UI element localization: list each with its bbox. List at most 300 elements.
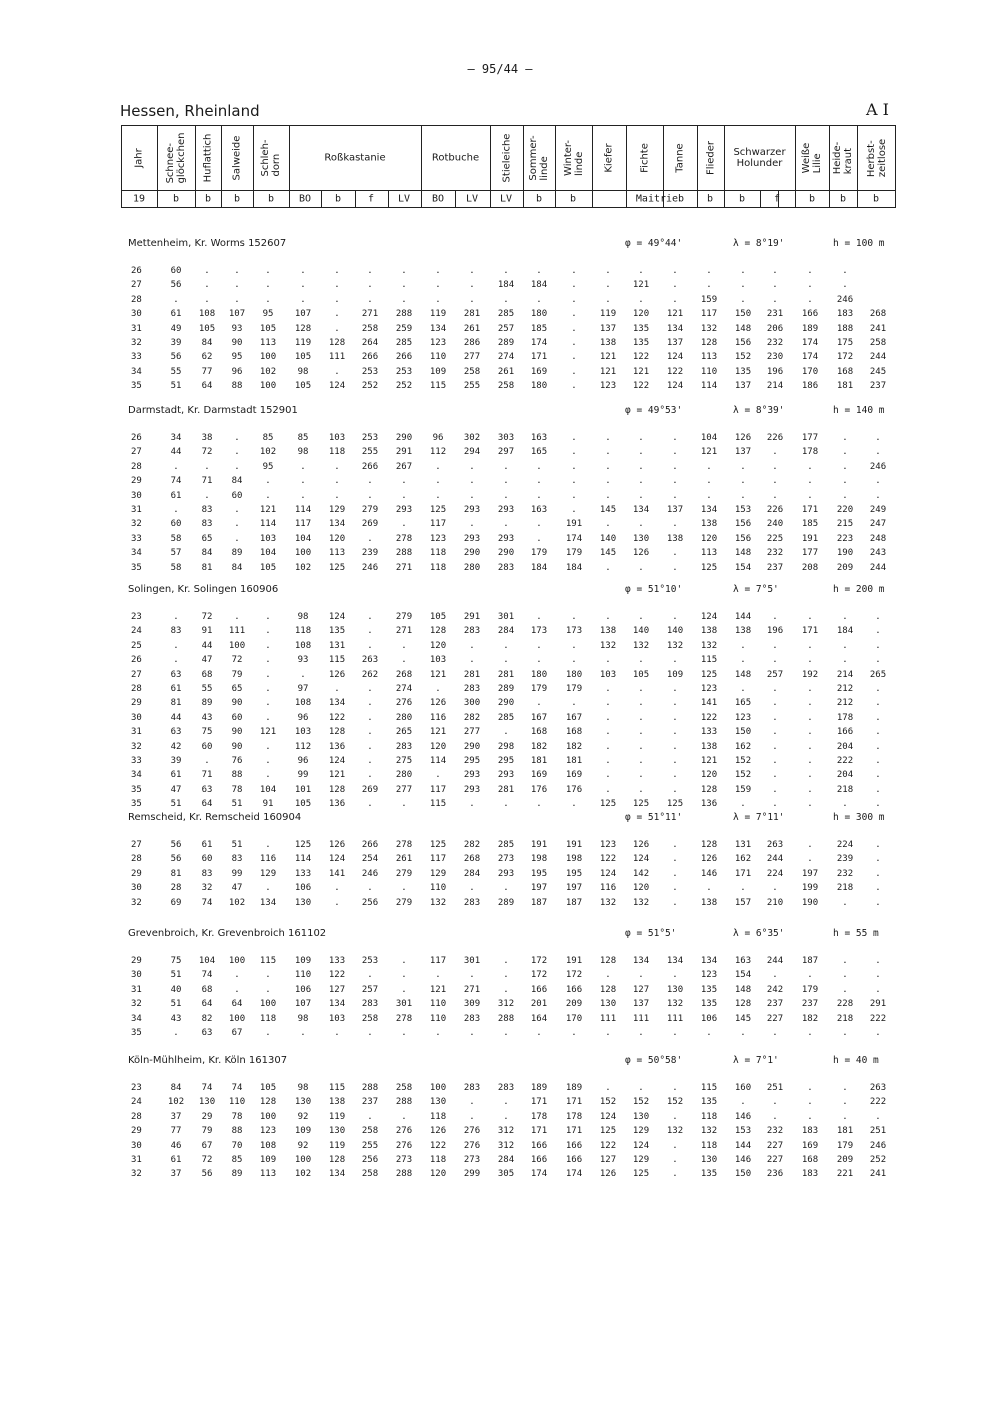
table-cell: 137 bbox=[599, 323, 617, 334]
column-label: Jahr bbox=[133, 148, 145, 168]
table-cell: . bbox=[503, 984, 509, 995]
table-cell: . bbox=[807, 612, 813, 622]
table-cell: 136 bbox=[328, 741, 346, 752]
table-cell: 91 bbox=[201, 626, 213, 637]
table-cell: 104 bbox=[259, 548, 277, 559]
column-subcode: b bbox=[233, 193, 241, 205]
table-cell: 61 bbox=[170, 684, 182, 694]
table-cell: . bbox=[265, 476, 271, 487]
table-cell: 115 bbox=[328, 1083, 346, 1093]
table-cell: . bbox=[265, 612, 271, 622]
year-cell: 30 bbox=[131, 712, 142, 723]
table-cell: 124 bbox=[599, 868, 617, 879]
table-cell: . bbox=[367, 1028, 373, 1038]
table-cell: 105 bbox=[259, 323, 277, 334]
table-cell: 100 bbox=[228, 1013, 246, 1024]
table-cell: 258 bbox=[361, 1126, 379, 1137]
table-cell: 150 bbox=[734, 309, 752, 320]
table-cell: 134 bbox=[632, 956, 650, 966]
table-cell: . bbox=[842, 970, 848, 981]
table-cell: 258 bbox=[463, 366, 481, 377]
table-cell: 123 bbox=[429, 338, 447, 348]
table-cell: 121 bbox=[632, 366, 650, 377]
table-cell: 84 bbox=[231, 476, 243, 487]
table-cell: 206 bbox=[766, 323, 784, 334]
station-header bbox=[0, 584, 1000, 594]
table-cell: 146 bbox=[700, 868, 718, 879]
table-cell: 301 bbox=[463, 956, 481, 966]
table-cell: 167 bbox=[530, 712, 548, 723]
table-cell: 117 bbox=[429, 854, 447, 865]
table-cell: 74 bbox=[201, 897, 213, 908]
table-cell: . bbox=[638, 712, 644, 723]
table-cell: . bbox=[772, 447, 778, 458]
year-cell: 35 bbox=[131, 799, 142, 810]
table-cell: 29 bbox=[201, 1111, 213, 1122]
table-cell: . bbox=[265, 669, 271, 680]
table-cell: . bbox=[571, 655, 577, 666]
table-cell: 242 bbox=[766, 984, 784, 995]
table-cell: . bbox=[536, 1028, 542, 1038]
table-cell: . bbox=[672, 770, 678, 781]
table-cell: 71 bbox=[201, 770, 213, 781]
table-cell: 225 bbox=[766, 533, 784, 544]
table-cell: . bbox=[672, 883, 678, 894]
column-header-table bbox=[121, 125, 896, 208]
table-cell: 121 bbox=[429, 727, 447, 738]
table-cell: . bbox=[234, 447, 240, 458]
table-cell: 232 bbox=[766, 1126, 784, 1137]
table-cell: . bbox=[401, 294, 407, 305]
table-cell: . bbox=[571, 323, 577, 334]
table-cell: 165 bbox=[530, 447, 548, 458]
table-cell: 138 bbox=[599, 338, 617, 348]
table-cell: . bbox=[334, 309, 340, 320]
table-cell: . bbox=[204, 756, 210, 766]
table-cell: 115 bbox=[700, 1083, 718, 1093]
table-cell: 121 bbox=[259, 727, 277, 738]
table-cell: . bbox=[605, 784, 611, 795]
table-cell: . bbox=[740, 266, 746, 276]
table-cell: 105 bbox=[294, 381, 312, 392]
table-cell: . bbox=[265, 698, 271, 709]
table-cell: 111 bbox=[328, 352, 346, 363]
table-cell: 123 bbox=[734, 712, 752, 723]
table-cell: 134 bbox=[259, 897, 277, 908]
year-cell: 26 bbox=[131, 266, 142, 276]
table-cell: 122 bbox=[599, 854, 617, 865]
table-cell: . bbox=[875, 626, 881, 637]
table-cell: 266 bbox=[395, 352, 413, 363]
column-separator bbox=[724, 125, 725, 208]
table-cell: 278 bbox=[395, 840, 413, 850]
table-cell: 162 bbox=[734, 854, 752, 865]
table-cell: 236 bbox=[766, 1169, 784, 1180]
table-cell: 81 bbox=[201, 562, 213, 573]
table-cell: 249 bbox=[869, 505, 887, 515]
table-cell: . bbox=[265, 840, 271, 850]
table-cell: 159 bbox=[700, 294, 718, 305]
table-cell: 283 bbox=[497, 562, 515, 573]
table-cell: 90 bbox=[231, 698, 243, 709]
table-cell: 110 bbox=[429, 999, 447, 1010]
year-cell: 24 bbox=[131, 626, 142, 637]
table-cell: 90 bbox=[231, 727, 243, 738]
table-cell: 261 bbox=[497, 366, 515, 377]
table-cell: 132 bbox=[700, 323, 718, 334]
table-cell: 126 bbox=[429, 698, 447, 709]
table-cell: 293 bbox=[463, 770, 481, 781]
table-cell: . bbox=[469, 266, 475, 276]
table-cell: . bbox=[706, 461, 712, 472]
table-cell: . bbox=[875, 727, 881, 738]
table-cell: 98 bbox=[297, 366, 309, 377]
table-cell: 290 bbox=[497, 548, 515, 559]
column-separator bbox=[289, 125, 290, 208]
table-cell: 283 bbox=[463, 1013, 481, 1024]
station-altitude: h = 200 m bbox=[833, 584, 885, 595]
table-cell: 171 bbox=[801, 626, 819, 637]
table-cell: . bbox=[435, 461, 441, 472]
table-cell: 116 bbox=[259, 854, 277, 865]
table-cell: . bbox=[367, 280, 373, 291]
table-cell: 63 bbox=[170, 669, 182, 680]
table-cell: . bbox=[772, 461, 778, 472]
table-cell: . bbox=[265, 756, 271, 766]
year-cell: 29 bbox=[131, 476, 142, 487]
table-cell: 74 bbox=[201, 970, 213, 981]
table-cell: 111 bbox=[666, 1013, 684, 1024]
table-cell: 239 bbox=[361, 548, 379, 559]
year-cell: 28 bbox=[131, 1111, 142, 1122]
table-cell: 176 bbox=[565, 784, 583, 795]
table-cell: 68 bbox=[201, 984, 213, 995]
table-cell: . bbox=[807, 970, 813, 981]
table-cell: 132 bbox=[666, 1126, 684, 1137]
table-cell: . bbox=[300, 461, 306, 472]
table-cell: 123 bbox=[700, 684, 718, 694]
table-cell: 134 bbox=[666, 323, 684, 334]
table-cell: 108 bbox=[259, 1140, 277, 1151]
table-cell: 246 bbox=[869, 461, 887, 472]
table-cell: 246 bbox=[869, 1140, 887, 1151]
year-cell: 32 bbox=[131, 741, 142, 752]
table-cell: 276 bbox=[463, 1140, 481, 1151]
column-label: Winter- linde bbox=[562, 140, 585, 176]
table-cell: 115 bbox=[259, 956, 277, 966]
table-cell: 258 bbox=[361, 323, 379, 334]
table-cell: . bbox=[740, 461, 746, 472]
year-cell: 34 bbox=[131, 1013, 142, 1024]
table-cell: 244 bbox=[869, 562, 887, 573]
table-cell: 195 bbox=[530, 868, 548, 879]
table-cell: 135 bbox=[632, 338, 650, 348]
table-cell: 37 bbox=[170, 1111, 182, 1122]
table-cell: . bbox=[605, 1083, 611, 1093]
table-cell: . bbox=[435, 294, 441, 305]
year-cell: 32 bbox=[131, 897, 142, 908]
table-cell: . bbox=[772, 640, 778, 651]
year-cell: 23 bbox=[131, 612, 142, 622]
table-cell: . bbox=[536, 294, 542, 305]
table-cell: . bbox=[334, 280, 340, 291]
table-cell: 103 bbox=[328, 433, 346, 443]
table-cell: . bbox=[367, 612, 373, 622]
table-cell: 88 bbox=[231, 381, 243, 392]
table-cell: 303 bbox=[497, 433, 515, 443]
table-cell: 124 bbox=[632, 1140, 650, 1151]
table-cell: 124 bbox=[328, 612, 346, 622]
table-cell: . bbox=[672, 741, 678, 752]
table-cell: 160 bbox=[734, 1083, 752, 1093]
table-cell: 237 bbox=[361, 1097, 379, 1108]
table-cell: . bbox=[772, 655, 778, 666]
year-cell: 26 bbox=[131, 655, 142, 666]
table-cell: 118 bbox=[429, 1111, 447, 1122]
table-cell: 110 bbox=[429, 1013, 447, 1024]
table-cell: 117 bbox=[700, 309, 718, 320]
table-cell: . bbox=[842, 476, 848, 487]
table-cell: . bbox=[571, 698, 577, 709]
column-separator bbox=[490, 125, 491, 208]
table-cell: 121 bbox=[328, 770, 346, 781]
table-cell: . bbox=[234, 519, 240, 530]
column-subcode: b bbox=[808, 193, 816, 205]
table-cell: 170 bbox=[801, 366, 819, 377]
table-cell: 295 bbox=[463, 756, 481, 766]
table-cell: 83 bbox=[231, 854, 243, 865]
table-cell: . bbox=[706, 266, 712, 276]
table-cell: 118 bbox=[328, 447, 346, 458]
column-subcode: b bbox=[738, 193, 746, 205]
region-title: Hessen, Rheinland bbox=[120, 102, 260, 120]
table-cell: 135 bbox=[700, 999, 718, 1010]
table-cell: 258 bbox=[395, 1083, 413, 1093]
table-cell: 276 bbox=[463, 1126, 481, 1137]
table-cell: 95 bbox=[231, 352, 243, 363]
table-cell: 130 bbox=[198, 1097, 216, 1108]
table-cell: 96 bbox=[297, 756, 309, 766]
table-cell: 110 bbox=[429, 352, 447, 363]
table-cell: 132 bbox=[632, 640, 650, 651]
table-cell: . bbox=[367, 490, 373, 501]
table-cell: . bbox=[672, 868, 678, 879]
table-cell: 121 bbox=[700, 447, 718, 458]
column-label: Schleh- dorn bbox=[260, 139, 282, 177]
table-cell: . bbox=[204, 461, 210, 472]
table-cell: 135 bbox=[700, 984, 718, 995]
table-cell: 127 bbox=[599, 1155, 617, 1165]
table-cell: . bbox=[401, 519, 407, 530]
table-cell: . bbox=[234, 612, 240, 622]
table-cell: 64 bbox=[231, 999, 243, 1010]
table-cell: . bbox=[536, 698, 542, 709]
table-cell: 257 bbox=[361, 984, 379, 995]
table-cell: 125 bbox=[429, 840, 447, 850]
table-cell: 174 bbox=[565, 533, 583, 544]
column-label: Rotbuche bbox=[431, 152, 480, 164]
table-cell: . bbox=[265, 294, 271, 305]
table-cell: . bbox=[435, 684, 441, 694]
year-cell: 23 bbox=[131, 1083, 142, 1093]
column-label: Roßkastanie bbox=[324, 152, 386, 164]
year-cell: 31 bbox=[131, 1155, 142, 1165]
table-cell: 281 bbox=[497, 784, 515, 795]
table-cell: 181 bbox=[836, 1126, 854, 1137]
table-cell: 269 bbox=[361, 519, 379, 530]
table-cell: 119 bbox=[294, 338, 312, 348]
table-cell: 179 bbox=[530, 684, 548, 694]
table-cell: . bbox=[300, 476, 306, 487]
table-cell: . bbox=[571, 799, 577, 810]
table-cell: 103 bbox=[328, 1013, 346, 1024]
table-cell: . bbox=[571, 490, 577, 501]
station-header bbox=[0, 812, 1000, 822]
table-cell: 171 bbox=[565, 1097, 583, 1108]
table-cell: 280 bbox=[395, 712, 413, 723]
table-cell: 106 bbox=[294, 984, 312, 995]
table-cell: 258 bbox=[869, 338, 887, 348]
table-cell: 224 bbox=[836, 840, 854, 850]
table-cell: 283 bbox=[395, 741, 413, 752]
table-cell: 109 bbox=[259, 1155, 277, 1165]
table-cell: 128 bbox=[700, 840, 718, 850]
table-cell: 118 bbox=[429, 1155, 447, 1165]
table-cell: 266 bbox=[361, 461, 379, 472]
table-cell: 81 bbox=[170, 698, 182, 709]
table-cell: . bbox=[334, 883, 340, 894]
table-cell: 288 bbox=[395, 548, 413, 559]
column-label: Heide- kraut bbox=[832, 141, 854, 175]
table-cell: 184 bbox=[530, 562, 548, 573]
table-cell: . bbox=[605, 970, 611, 981]
table-cell: . bbox=[605, 741, 611, 752]
table-cell: . bbox=[265, 741, 271, 752]
table-cell: . bbox=[672, 476, 678, 487]
table-cell: 129 bbox=[259, 868, 277, 879]
table-cell: . bbox=[234, 461, 240, 472]
table-cell: . bbox=[367, 1111, 373, 1122]
table-cell: 60 bbox=[231, 490, 243, 501]
table-cell: 113 bbox=[259, 338, 277, 348]
table-cell: 284 bbox=[497, 626, 515, 637]
table-cell: 179 bbox=[565, 684, 583, 694]
table-cell: 136 bbox=[700, 799, 718, 810]
table-cell: . bbox=[875, 476, 881, 487]
table-cell: . bbox=[772, 280, 778, 291]
table-cell: 130 bbox=[632, 533, 650, 544]
table-cell: . bbox=[234, 984, 240, 995]
station-header bbox=[0, 238, 1000, 248]
table-cell: 148 bbox=[734, 323, 752, 334]
table-cell: 135 bbox=[700, 1097, 718, 1108]
table-cell: 122 bbox=[429, 1140, 447, 1151]
table-cell: 227 bbox=[766, 1140, 784, 1151]
table-cell: . bbox=[265, 984, 271, 995]
table-cell: 145 bbox=[599, 505, 617, 515]
table-cell: . bbox=[638, 970, 644, 981]
year-cell: 30 bbox=[131, 490, 142, 501]
table-cell: 166 bbox=[530, 1155, 548, 1165]
table-cell: . bbox=[536, 655, 542, 666]
table-cell: 178 bbox=[530, 1111, 548, 1122]
table-cell: 32 bbox=[201, 883, 213, 894]
table-cell: 281 bbox=[463, 669, 481, 680]
table-cell: . bbox=[469, 883, 475, 894]
table-cell: 168 bbox=[530, 727, 548, 738]
table-cell: 129 bbox=[328, 505, 346, 515]
table-cell: . bbox=[605, 756, 611, 766]
table-cell: 253 bbox=[361, 433, 379, 443]
table-cell: 232 bbox=[836, 868, 854, 879]
table-cell: . bbox=[605, 476, 611, 487]
table-cell: . bbox=[503, 1111, 509, 1122]
table-cell: . bbox=[638, 698, 644, 709]
table-cell: 199 bbox=[801, 883, 819, 894]
table-cell: . bbox=[334, 684, 340, 694]
table-cell: 114 bbox=[700, 381, 718, 392]
table-cell: . bbox=[807, 756, 813, 766]
table-cell: . bbox=[503, 970, 509, 981]
year-cell: 30 bbox=[131, 1140, 142, 1151]
table-cell: 293 bbox=[497, 770, 515, 781]
station-latitude: φ = 51°10' bbox=[625, 584, 683, 595]
table-cell: . bbox=[772, 727, 778, 738]
table-cell: 166 bbox=[530, 984, 548, 995]
table-cell: 273 bbox=[395, 1155, 413, 1165]
station-name: Darmstadt, Kr. Darmstadt 152901 bbox=[128, 405, 298, 416]
table-cell: 97 bbox=[297, 684, 309, 694]
table-cell: . bbox=[234, 294, 240, 305]
table-cell: 237 bbox=[801, 999, 819, 1010]
table-cell: 112 bbox=[429, 447, 447, 458]
table-cell: . bbox=[367, 883, 373, 894]
table-cell: 102 bbox=[259, 366, 277, 377]
table-cell: . bbox=[300, 280, 306, 291]
table-cell: . bbox=[842, 799, 848, 810]
table-cell: . bbox=[842, 461, 848, 472]
column-label: Weiße Lilie bbox=[801, 142, 823, 174]
table-cell: . bbox=[772, 770, 778, 781]
table-cell: 185 bbox=[801, 519, 819, 530]
table-cell: 210 bbox=[766, 897, 784, 908]
table-cell: 153 bbox=[734, 1126, 752, 1137]
table-cell: 132 bbox=[632, 897, 650, 908]
station-name: Solingen, Kr. Solingen 160906 bbox=[128, 584, 279, 595]
table-cell: . bbox=[772, 784, 778, 795]
table-cell: 230 bbox=[766, 352, 784, 363]
table-cell: 163 bbox=[530, 433, 548, 443]
table-cell: 56 bbox=[170, 352, 182, 363]
table-cell: 129 bbox=[429, 868, 447, 879]
table-cell: . bbox=[672, 266, 678, 276]
table-cell: . bbox=[503, 490, 509, 501]
table-cell: . bbox=[807, 1111, 813, 1122]
table-cell: . bbox=[571, 640, 577, 651]
table-cell: 274 bbox=[395, 684, 413, 694]
year-cell: 29 bbox=[131, 868, 142, 879]
table-cell: 116 bbox=[429, 712, 447, 723]
table-cell: . bbox=[638, 655, 644, 666]
table-cell: . bbox=[875, 433, 881, 443]
table-cell: . bbox=[503, 655, 509, 666]
column-subcode: BO bbox=[431, 193, 445, 205]
table-cell: . bbox=[265, 640, 271, 651]
column-subcode: b bbox=[535, 193, 543, 205]
column-subcode: f bbox=[773, 193, 781, 205]
table-cell: 49 bbox=[170, 323, 182, 334]
table-cell: 102 bbox=[294, 1169, 312, 1180]
